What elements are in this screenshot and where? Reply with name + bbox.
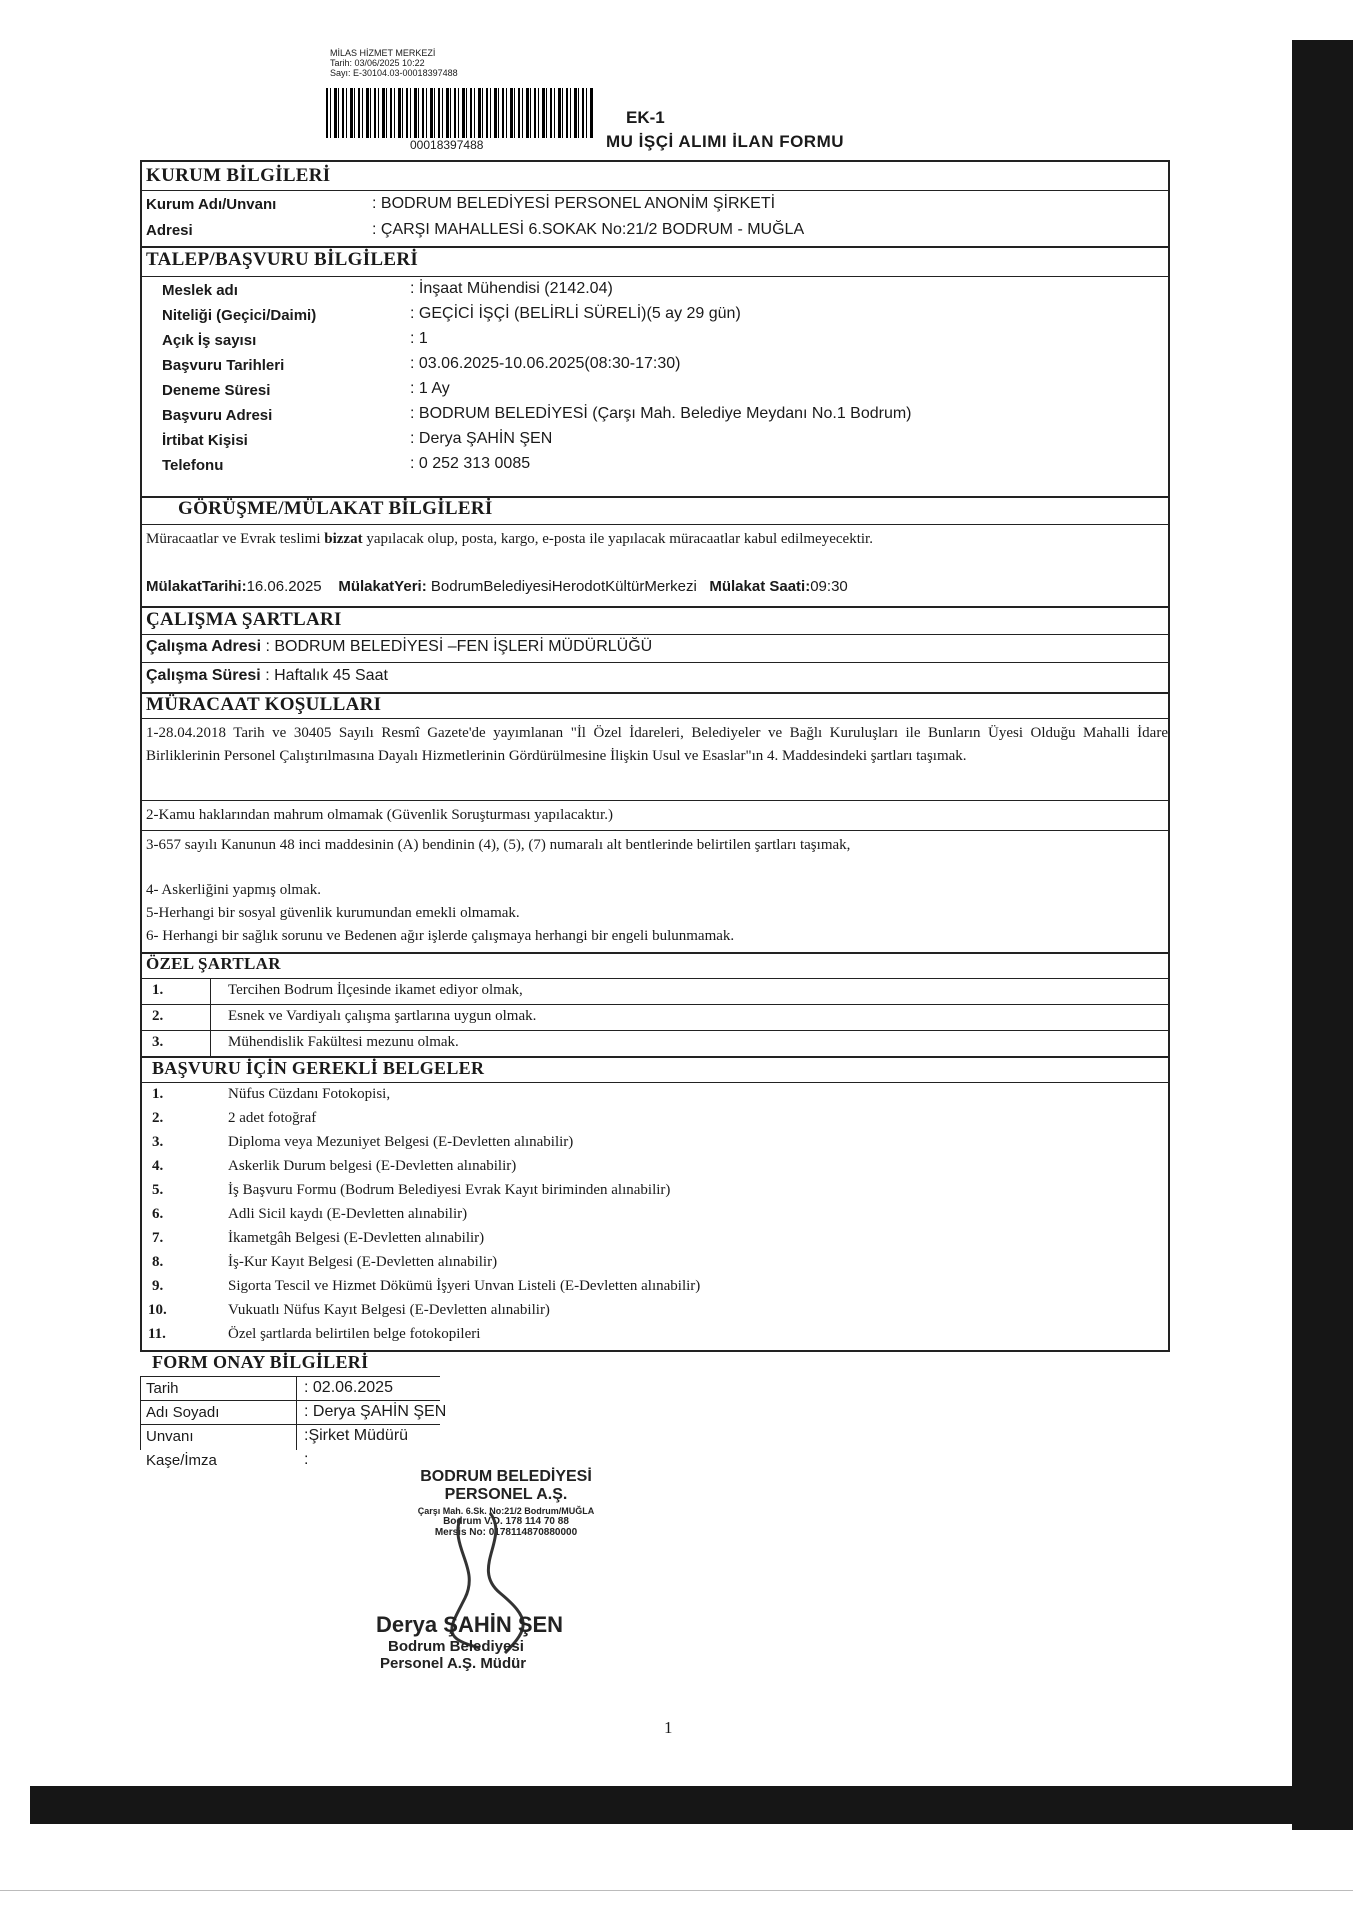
divider xyxy=(140,276,1170,277)
talep-label: Başvuru Adresi xyxy=(162,407,273,424)
belge-num: 9. xyxy=(152,1278,164,1294)
frame-left xyxy=(140,160,142,1352)
section-title-belgeler: BAŞVURU İÇİN GEREKLİ BELGELER xyxy=(152,1058,485,1078)
kurum-address-label: Adresi xyxy=(146,222,193,239)
talep-label: Meslek adı xyxy=(162,282,238,299)
scan-edge-right xyxy=(1292,40,1353,1830)
scan-line xyxy=(0,1890,1353,1891)
annex-label: EK-1 xyxy=(626,108,665,127)
divider xyxy=(140,1400,440,1401)
mulakat-info xyxy=(146,578,848,595)
belge-item: 2 adet fotoğraf xyxy=(228,1110,317,1126)
ozel-num: 2. xyxy=(152,1008,164,1024)
divider xyxy=(140,662,1170,663)
belge-num: 11. xyxy=(148,1326,166,1342)
talep-value: : 0 252 313 0085 xyxy=(410,455,531,472)
belge-num: 6. xyxy=(152,1206,164,1222)
section-title-ozel: ÖZEL ŞARTLAR xyxy=(146,954,281,973)
divider xyxy=(140,1376,440,1377)
ozel-item: Esnek ve Vardiyalı çalışma şartlarına uygun olmak. xyxy=(228,1008,537,1024)
onay-value: :Şirket Müdürü xyxy=(304,1427,409,1444)
stamp-line: Mersis No: 0178114870880000 xyxy=(434,1527,578,1538)
registry-stamp-line: MİLAS HİZMET MERKEZİ xyxy=(330,48,436,58)
talep-value: : İnşaat Mühendisi (2142.04) xyxy=(410,280,613,297)
divider xyxy=(140,1082,1170,1083)
ozel-column-divider xyxy=(210,978,211,1056)
registry-stamp xyxy=(330,48,458,78)
signature-block xyxy=(376,1612,563,1672)
section-title-calisma: ÇALIŞMA ŞARTLARI xyxy=(146,609,342,630)
divider xyxy=(140,524,1170,525)
signature-line: Bodrum Belediyesi xyxy=(388,1638,524,1655)
gorusme-text-part: yapılacak olup, posta, kargo, e-posta ile yapılacak müracaatlar kabul edilmeyecektir. xyxy=(362,531,873,547)
muracaat-item-6: 6- Herhangi bir sağlık sorunu ve Bedenen ağır işlerde çalışmaya herhangi bir engeli bulunmamak. xyxy=(146,928,735,944)
section-title-gorusme: GÖRÜŞME/MÜLAKAT BİLGİLERİ xyxy=(178,498,493,519)
divider xyxy=(140,606,1170,608)
muracaat-item-3: 3-657 sayılı Kanunun 48 inci maddesinin (A) bendinin (4), (5), (7) numaralı alt bentlerinde belirtilen şartları taşımak, xyxy=(146,837,851,853)
divider xyxy=(140,978,1170,979)
belge-item: İş-Kur Kayıt Belgesi (E-Devletten alınabilir) xyxy=(228,1254,498,1270)
talep-value: : 1 xyxy=(410,330,428,347)
stamp-line: BODRUM BELEDİYESİ xyxy=(420,1468,592,1485)
calisma-address-row xyxy=(146,638,652,656)
muracaat-item-5: 5-Herhangi bir sosyal güvenlik kurumundan emekli olmamak. xyxy=(146,905,520,921)
belge-item: Vukuatlı Nüfus Kayıt Belgesi (E-Devletten alınabilir) xyxy=(228,1302,550,1318)
onay-frame-left xyxy=(140,1376,141,1450)
talep-label: Başvuru Tarihleri xyxy=(162,357,285,374)
page-number: 1 xyxy=(664,1718,673,1737)
belge-num: 3. xyxy=(152,1134,164,1150)
onay-label: Tarih xyxy=(146,1380,179,1397)
section-title-onay: FORM ONAY BİLGİLERİ xyxy=(152,1352,369,1372)
talep-value: : BODRUM BELEDİYESİ (Çarşı Mah. Belediye Meydanı No.1 Bodrum) xyxy=(410,405,912,422)
barcode xyxy=(326,88,594,138)
belge-item: Sigorta Tescil ve Hizmet Dökümü İşyeri Unvan Listeli (E-Devletten alınabilir) xyxy=(228,1278,701,1294)
talep-label: Deneme Süresi xyxy=(162,382,271,399)
muracaat-item-4: 4- Askerliğini yapmış olmak. xyxy=(146,882,321,898)
ozel-item: Mühendislik Fakültesi mezunu olmak. xyxy=(228,1034,459,1050)
divider xyxy=(140,1004,1170,1005)
section-title-talep: TALEP/BAŞVURU BİLGİLERİ xyxy=(146,249,419,270)
divider xyxy=(140,634,1170,635)
onay-label: Adı Soyadı xyxy=(146,1404,220,1421)
talep-label: Telefonu xyxy=(162,457,224,474)
divider xyxy=(140,952,1170,954)
mulakat-date-value: 16.06.2025 xyxy=(246,578,322,595)
frame-right xyxy=(1168,160,1170,1352)
belge-item: Diploma veya Mezuniyet Belgesi (E-Devletten alınabilir) xyxy=(228,1134,574,1150)
onay-value: : 02.06.2025 xyxy=(304,1379,393,1396)
onay-value: : xyxy=(304,1451,309,1468)
mulakat-place-label: MülakatYeri: xyxy=(338,578,427,595)
calisma-duration-value: : Haftalık 45 Saat xyxy=(265,667,388,684)
calisma-address-value: : BODRUM BELEDİYESİ –FEN İŞLERİ MÜDÜRLÜĞÜ xyxy=(265,638,653,655)
talep-value: : 1 Ay xyxy=(410,380,450,397)
mulakat-place-value: BodrumBelediyesiHerodotKültürMerkezi xyxy=(430,578,697,595)
belge-item: Nüfus Cüzdanı Fotokopisi, xyxy=(228,1086,391,1102)
kurum-address-value: : ÇARŞI MAHALLESİ 6.SOKAK No:21/2 BODRUM - MUĞLA xyxy=(372,221,805,238)
divider xyxy=(140,160,1170,162)
stamp-line: Çarşı Mah. 6.Sk. No:21/2 Bodrum/MUĞLA xyxy=(417,1506,595,1516)
belge-item: Askerlik Durum belgesi (E-Devletten alınabilir) xyxy=(228,1158,517,1174)
divider xyxy=(140,246,1170,248)
talep-value: : Derya ŞAHİN ŞEN xyxy=(410,430,553,447)
onay-column-divider xyxy=(296,1376,297,1450)
belge-num: 10. xyxy=(148,1302,167,1318)
belge-num: 2. xyxy=(152,1110,164,1126)
talep-value: : GEÇİCİ İŞÇİ (BELİRLİ SÜRELİ)(5 ay 29 gün) xyxy=(410,305,741,322)
talep-label: Açık İş sayısı xyxy=(162,332,257,349)
onay-value: : Derya ŞAHİN ŞEN xyxy=(304,1403,447,1420)
kurum-name-label: Kurum Adı/Unvanı xyxy=(146,196,277,213)
muracaat-item-2: 2-Kamu haklarından mahrum olmamak (Güvenlik Soruşturması yapılacaktır.) xyxy=(146,807,613,823)
ozel-num: 3. xyxy=(152,1034,164,1050)
gorusme-text xyxy=(146,528,1168,551)
stamp-line: PERSONEL A.Ş. xyxy=(444,1486,568,1503)
mulakat-date-label: MülakatTarihi: xyxy=(146,578,247,595)
divider xyxy=(140,800,1170,801)
gorusme-text-bold: bizzat xyxy=(324,531,363,547)
ozel-item: Tercihen Bodrum İlçesinde ikamet ediyor olmak, xyxy=(228,982,523,998)
calisma-duration-row xyxy=(146,667,388,685)
belge-item: İş Başvuru Formu (Bodrum Belediyesi Evrak Kayıt biriminden alınabilir) xyxy=(228,1182,671,1198)
form-title: MU İŞÇİ ALIMI İLAN FORMU xyxy=(606,132,845,151)
stamp-line: Bodrum V.D. 178 114 70 88 xyxy=(443,1516,569,1527)
onay-label: Unvanı xyxy=(146,1428,194,1445)
calisma-duration-label: Çalışma Süresi xyxy=(146,667,261,684)
talep-label: Niteliği (Geçici/Daimi) xyxy=(162,307,317,324)
divider xyxy=(140,1030,1170,1031)
divider xyxy=(140,190,1170,191)
muracaat-item-1: 1-28.04.2018 Tarih ve 30405 Sayılı Resmî Gazete'de yayımlanan "İl Özel İdareleri, Belediyeler ve Bağlı Kuruluşları ile Bunların Üyesi Olduğu Mahalli İdare Birliklerinin Personel Çalıştırılmasına Dayalı Hizmetlerinin Gördürülmesine İlişkin Usul ve Esaslar"ın 4. Maddesindeki şartları taşımak. xyxy=(146,725,1168,764)
barcode-number: 00018397488 xyxy=(410,138,484,152)
talep-label: İrtibat Kişisi xyxy=(162,432,248,449)
belge-item: Adli Sicil kaydı (E-Devletten alınabilir) xyxy=(228,1206,468,1222)
signature-line: Personel A.Ş. Müdür xyxy=(380,1655,527,1672)
signature-name: Derya ŞAHİN ŞEN xyxy=(376,1612,564,1637)
kurum-name-value: : BODRUM BELEDİYESİ PERSONEL ANONİM ŞİRKETİ xyxy=(372,195,776,212)
talep-value: : 03.06.2025-10.06.2025(08:30-17:30) xyxy=(410,355,681,372)
belge-num: 8. xyxy=(152,1254,164,1270)
belge-num: 1. xyxy=(152,1086,164,1102)
belge-num: 7. xyxy=(152,1230,164,1246)
section-title-muracaat: MÜRACAAT KOŞULLARI xyxy=(146,694,382,715)
divider xyxy=(140,830,1170,831)
divider xyxy=(140,1424,440,1425)
gorusme-text-part: Müracaatlar ve Evrak teslimi xyxy=(146,531,325,547)
belge-num: 5. xyxy=(152,1182,164,1198)
scan-edge-bottom xyxy=(30,1786,1353,1824)
calisma-address-label: Çalışma Adresi xyxy=(146,638,262,655)
divider xyxy=(140,718,1170,719)
registry-stamp-line: Tarih: 03/06/2025 10:22 xyxy=(330,58,425,68)
belge-item: Özel şartlarda belirtilen belge fotokopileri xyxy=(228,1326,481,1342)
registry-stamp-line: Sayı: E-30104.03-00018397488 xyxy=(330,68,458,78)
onay-label: Kaşe/İmza xyxy=(146,1452,217,1469)
section-title-kurum: KURUM BİLGİLERİ xyxy=(146,165,331,186)
belge-item: İkametgâh Belgesi (E-Devletten alınabilir) xyxy=(228,1230,485,1246)
mulakat-time-label: Mülakat Saati: xyxy=(709,578,811,595)
mulakat-time-value: 09:30 xyxy=(810,578,848,595)
ozel-num: 1. xyxy=(152,982,164,998)
belge-num: 4. xyxy=(152,1158,164,1174)
